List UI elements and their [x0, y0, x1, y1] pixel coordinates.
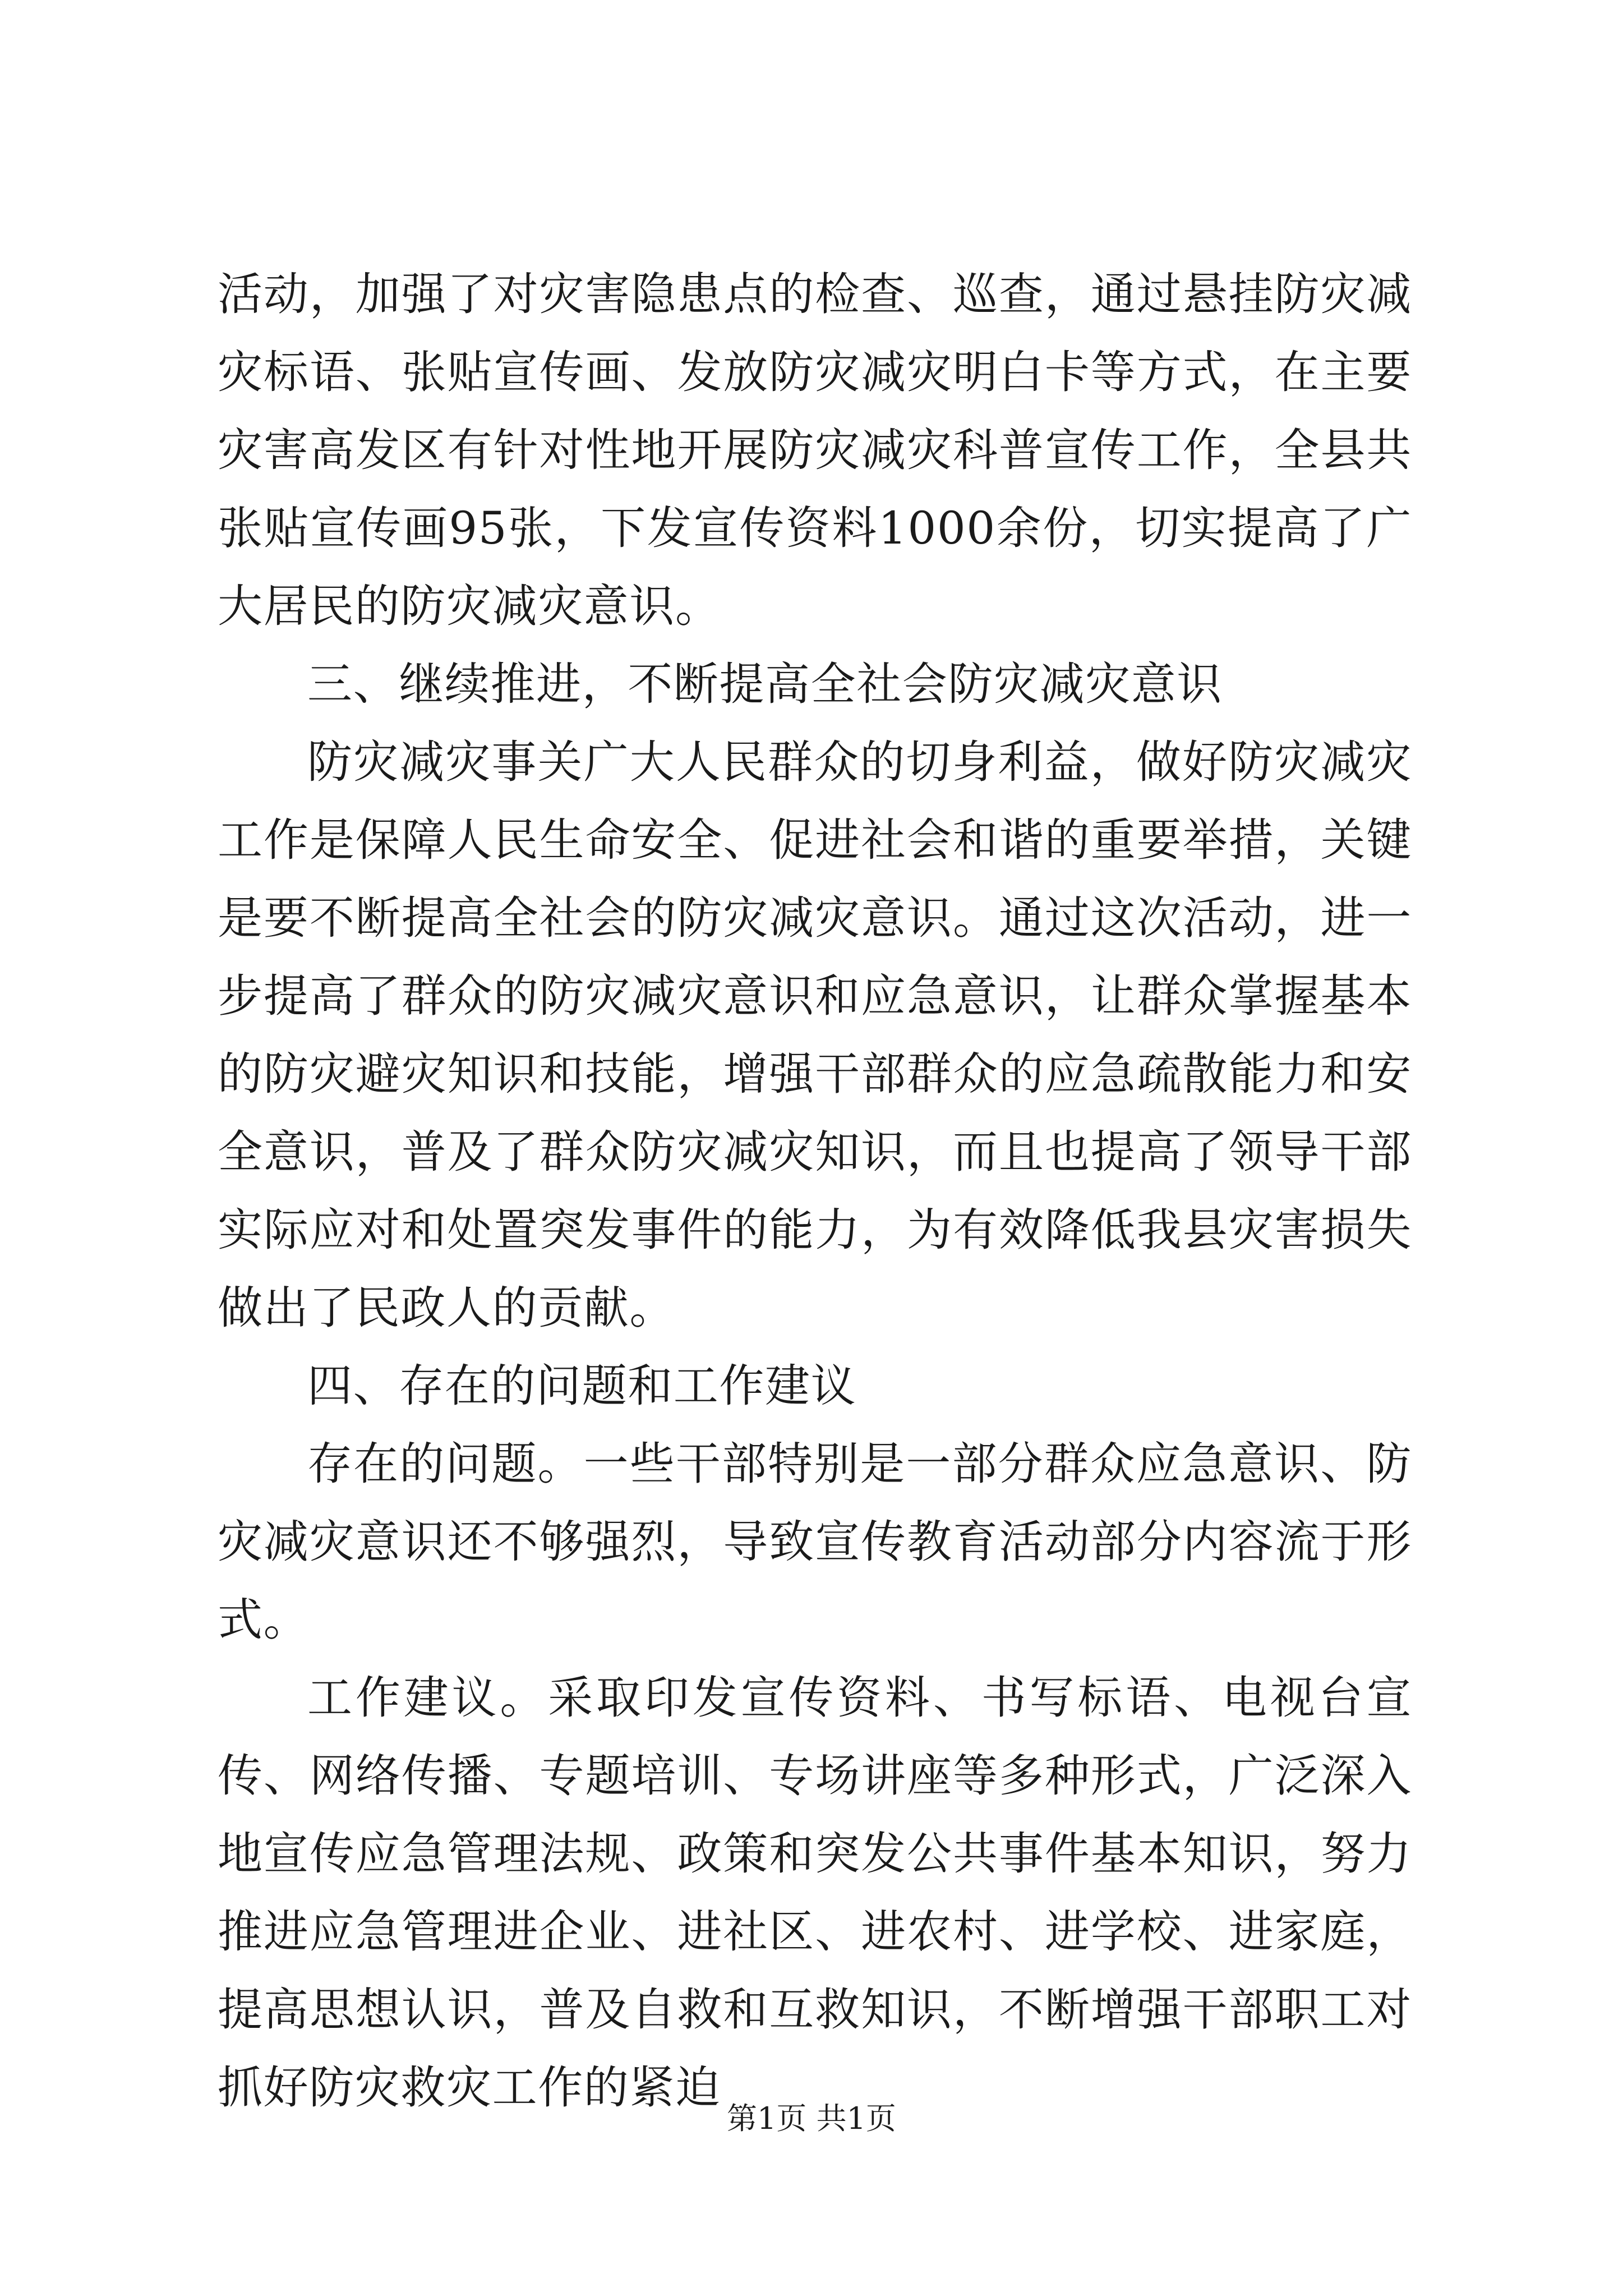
page-footer: 第1页 共1页 [727, 2101, 896, 2136]
paragraph-suggestions: 工作建议。采取印发宣传资料、书写标语、电视台宣传、网络传播、专题培训、专场讲座等多种形式，广泛深入地宣传应急管理法规、政策和突发公共事件基本知识，努力推进应急管理进企业、进社区、进农村、进学校、进家庭，提高思想认识，普及自救和互救知识，不断增强干部职工对抓好防灾救灾工作的紧迫 [218, 1672, 1412, 2114]
paragraph-problems: 存在的问题。一些干部特别是一部分群众应急意识、防灾减灾意识还不够强烈，导致宣传教育活动部分内容流于形式。 [218, 1438, 1412, 1646]
paragraph-continuation: 活动，加强了对灾害隐患点的检查、巡查，通过悬挂防灾减灾标语、张贴宣传画、发放防灾减灾明白卡等方式，在主要灾害高发区有针对性地开展防灾减灾科普宣传工作，全县共张贴宣传画95张，下发宣传资料1000余份，切实提高了广大居民的防灾减灾意识。 [218, 268, 1412, 632]
section-heading-three: 三、继续推进，不断提高全社会防灾减灾意识 [307, 658, 1223, 710]
paragraph-section-three: 防灾减灾事关广大人民群众的切身利益，做好防灾减灾工作是保障人民生命安全、促进社会和谐的重要举措，关键是要不断提高全社会的防灾减灾意识。通过这次活动，进一步提高了群众的防灾减灾意识和应急意识，让群众掌握基本的防灾避灾知识和技能，增强干部群众的应急疏散能力和安全意识，普及了群众防灾减灾知识，而且也提高了领导干部实际应对和处置突发事件的能力，为有效降低我县灾害损失做出了民政人的贡献。 [218, 736, 1412, 1334]
section-heading-four: 四、存在的问题和工作建议 [307, 1360, 857, 1412]
document-body [218, 255, 1412, 2127]
